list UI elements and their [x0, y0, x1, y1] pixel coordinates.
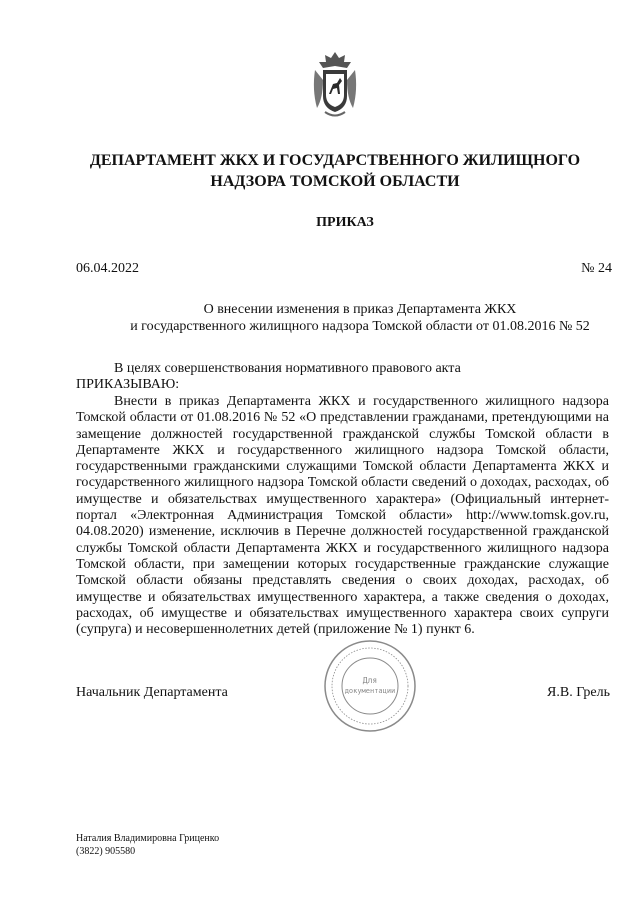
- order-word: ПРИКАЗЫВАЮ:: [76, 377, 180, 392]
- executor-name: Наталия Владимировна Гриценко: [76, 833, 220, 844]
- document-type-heading: ПРИКАЗ: [316, 215, 374, 230]
- order-paragraph: Внести в приказ Департамента ЖКХ и государственного жилищного надзора Томской области от 01.08.2016 № 52 «О представлении гражданами, претендующими на замещение должностей государственной гражданской службы Томской области в Департаменте ЖКХ и государственного жилищного надзора Томской области, государственными гражданскими служащими Томской области Департамента ЖКХ и государственного жилищного надзора Томской области сведений о доходах, расходах, об имуществе и обязательствах имущественного характера» (Официальный интернет-портал «Электронная Администрация Томской области» http://www.tomsk.gov.ru, 04.08.2020) изменение, исключив в Перечне должностей государственной гражданской службы Томской области Департамента ЖКХ и государственного жилищного надзора Томской области, при замещении которых государственные гражданские служащие Томской области обязаны представлять сведения о своих доходах, расходах, об имуществе и обязательствах имущественного характера, а также сведения о доходах, расходах, об имуществе и обязательствах имущественного характера своих супруги (супруга) и несовершеннолетних детей (приложение № 1) пункт 6.: [76, 394, 609, 638]
- svg-text:Для: Для: [362, 676, 378, 685]
- department-title-line1: ДЕПАРТАМЕНТ ЖКХ И ГОСУДАРСТВЕННОГО ЖИЛИЩНОГО: [89, 152, 581, 169]
- signer-name: Я.В. Грель: [547, 685, 610, 700]
- coat-of-arms-icon: [311, 50, 359, 120]
- document-date: 06.04.2022: [76, 261, 139, 276]
- document-number: № 24: [581, 261, 612, 276]
- preamble-text: В целях совершенствования нормативного правового акта: [114, 361, 461, 376]
- official-seal-stamp-icon: [322, 638, 418, 734]
- signer-position: Начальник Департамента: [76, 685, 228, 700]
- executor-phone: (3822) 905580: [76, 846, 136, 857]
- department-title-line2: НАДЗОРА ТОМСКОЙ ОБЛАСТИ: [210, 173, 460, 190]
- document-subject: [60, 301, 640, 335]
- subject-line1: О внесении изменения в приказ Департамента ЖКХ: [203, 302, 517, 317]
- subject-line2: и государственного жилищного надзора Томской области от 01.08.2016 № 52: [130, 319, 590, 334]
- svg-text:документации: документации: [344, 687, 396, 695]
- department-title: [40, 150, 630, 192]
